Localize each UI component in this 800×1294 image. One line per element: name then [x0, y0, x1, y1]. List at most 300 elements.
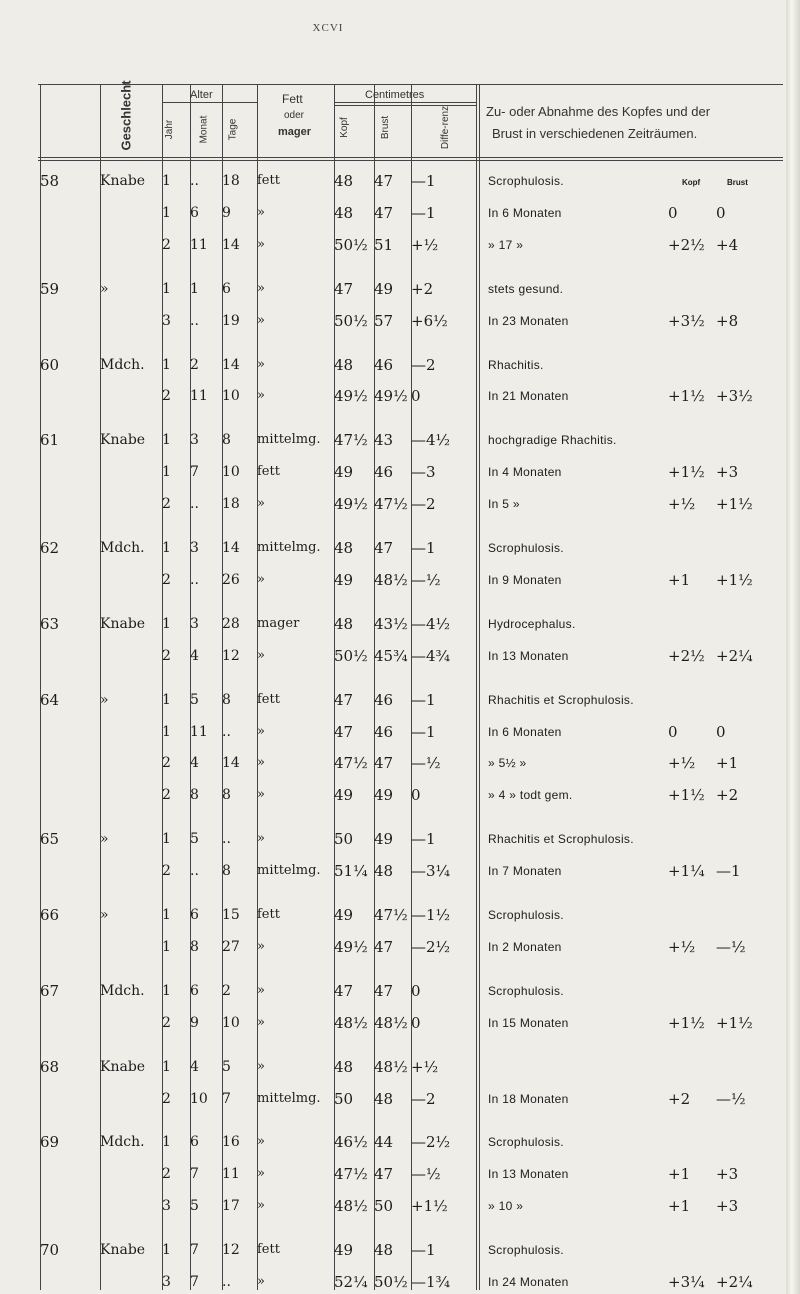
nutrition-state: »: [257, 571, 265, 587]
nutrition-state: »: [257, 787, 265, 803]
chest-circumference: 43½: [374, 614, 408, 633]
head-circumference: 48½: [334, 1197, 368, 1216]
chest-circumference: 48: [374, 1089, 394, 1108]
change-head: +3¼: [668, 1273, 705, 1291]
age-days: 9: [222, 204, 231, 221]
age-years: 1: [162, 540, 171, 556]
age-days: 6: [222, 280, 231, 297]
row-number: 70: [40, 1241, 60, 1260]
description: hochgradige Rhachitis.: [488, 433, 617, 448]
age-years: 1: [162, 938, 171, 955]
row-number: 60: [40, 355, 60, 374]
chest-circumference: 47½: [374, 906, 408, 924]
header-differenz: Diffe-renz: [440, 105, 452, 150]
age-days: 2: [222, 982, 231, 999]
age-months: 10: [190, 1090, 208, 1107]
row-number: 63: [40, 614, 60, 633]
age-months: 7: [190, 1274, 199, 1290]
difference: —1¾: [411, 1273, 451, 1291]
col-line-sex: [162, 84, 163, 1290]
nutrition-state: mager: [257, 615, 300, 631]
header-centimetres: Centimetres: [365, 89, 425, 101]
chest-circumference: 48½: [374, 1013, 408, 1032]
head-circumference: 50½: [334, 646, 368, 665]
change-head: +1: [668, 1197, 691, 1216]
nutrition-state: »: [257, 1134, 265, 1150]
chest-circumference: 49½: [374, 387, 408, 406]
change-head: +2½: [668, 646, 705, 665]
age-years: 2: [162, 1090, 171, 1107]
description: Rhachitis et Scrophulosis.: [488, 832, 634, 847]
nutrition-state: »: [257, 356, 265, 372]
age-years: 1: [162, 615, 171, 632]
nutrition-state: »: [257, 723, 265, 739]
row-sex: »: [100, 280, 109, 297]
age-years: 2: [162, 571, 171, 588]
change-chest: +8: [716, 311, 739, 330]
age-days: 11: [222, 1166, 240, 1183]
age-days: 14: [222, 755, 240, 772]
difference: —1: [411, 172, 436, 190]
change-chest: +1½: [716, 1013, 753, 1032]
row-number: 67: [40, 981, 60, 1000]
difference: —1: [411, 539, 436, 557]
description: In 24 Monaten: [488, 1275, 569, 1289]
chest-circumference: 47: [374, 539, 394, 557]
age-months: ..: [190, 571, 199, 588]
nutrition-state: »: [257, 1198, 265, 1214]
head-circumference: 48: [334, 355, 354, 374]
row-number: 68: [40, 1057, 60, 1076]
age-days: 12: [222, 1242, 240, 1259]
difference: —1: [411, 1241, 436, 1260]
age-days: 8: [222, 863, 231, 880]
age-days: 17: [222, 1198, 240, 1215]
nutrition-state: fett: [257, 907, 280, 922]
head-circumference: 50½: [334, 235, 368, 254]
row-number: 59: [40, 279, 60, 298]
age-years: 1: [162, 173, 171, 189]
description: In 13 Monaten: [488, 648, 569, 663]
age-years: 2: [162, 236, 171, 253]
age-months: ..: [190, 496, 199, 513]
age-months: 4: [190, 1058, 199, 1075]
head-circumference: 50: [334, 830, 354, 849]
age-days: 10: [222, 388, 240, 405]
change-chest: +2: [716, 786, 739, 805]
description: In 9 Monaten: [488, 572, 562, 587]
chest-circumference: 48½: [374, 1057, 408, 1076]
age-years: 1: [162, 691, 171, 708]
age-months: 7: [190, 464, 199, 481]
age-months: 5: [190, 1198, 199, 1215]
row-sex: Knabe: [100, 615, 146, 632]
difference: —1: [411, 830, 436, 849]
nutrition-state: mittelmg.: [257, 1090, 321, 1106]
description: In 21 Monaten: [488, 389, 569, 404]
head-circumference: 46½: [334, 1133, 368, 1152]
description: In 15 Monaten: [488, 1015, 569, 1030]
header-kopf: Kopf: [338, 117, 350, 138]
age-years: 1: [162, 1134, 171, 1151]
change-head: +1½: [668, 387, 705, 406]
difference: +6½: [411, 311, 448, 330]
difference: —4½: [411, 431, 451, 450]
change-head: +½: [668, 754, 696, 773]
col-line-monat: [222, 84, 223, 1290]
age-months: 6: [190, 204, 199, 221]
age-months: 11: [190, 388, 208, 405]
difference: —2½: [411, 937, 451, 956]
nutrition-state: »: [257, 1014, 265, 1030]
row-sex: Mdch.: [100, 1134, 145, 1151]
change-chest: +1½: [716, 495, 753, 514]
chest-circumference: 47½: [374, 495, 408, 514]
difference: 0: [411, 981, 421, 1000]
age-days: ..: [222, 831, 231, 848]
page-edge: [786, 0, 800, 1294]
age-years: 1: [162, 280, 171, 297]
head-circumference: 47½: [334, 754, 368, 773]
change-chest: 0: [716, 203, 726, 222]
age-days: 15: [222, 907, 240, 923]
age-years: 1: [162, 204, 171, 221]
page-header: XCVI: [312, 22, 344, 34]
nutrition-state: »: [257, 831, 265, 847]
difference: —3: [411, 463, 436, 482]
age-days: 8: [222, 691, 231, 708]
head-circumference: 49: [334, 906, 354, 924]
change-chest: +3: [716, 1165, 739, 1184]
age-years: 1: [162, 831, 171, 848]
difference: 0: [411, 786, 421, 805]
age-years: 2: [162, 1014, 171, 1031]
difference: —½: [411, 1165, 441, 1184]
head-circumference: 48: [334, 172, 354, 190]
age-months: 6: [190, 1134, 199, 1151]
head-circumference: 47: [334, 690, 354, 709]
chest-circumference: 43: [374, 431, 394, 450]
difference: 0: [411, 1013, 421, 1032]
col-line-jahr: [190, 84, 191, 1290]
nutrition-state: »: [257, 647, 265, 663]
header-alter: Alter: [190, 89, 213, 101]
change-head: +1½: [668, 1013, 705, 1032]
row-sex: »: [100, 691, 109, 708]
age-years: 2: [162, 755, 171, 772]
age-years: 3: [162, 1198, 171, 1215]
description: Scrophulosis.: [488, 983, 564, 998]
nutrition-state: »: [257, 204, 265, 220]
head-circumference: 50½: [334, 311, 368, 330]
difference: —½: [411, 570, 441, 589]
header-zu-line1: Zu- oder Abnahme des Kopfes und der: [486, 104, 711, 119]
nutrition-state: fett: [257, 691, 280, 707]
col-line-brust: [411, 84, 412, 1290]
chest-circumference: 49: [374, 830, 394, 849]
change-head: +2: [668, 1089, 691, 1108]
row-number: 69: [40, 1133, 60, 1152]
age-months: 7: [190, 1242, 199, 1259]
age-months: 3: [190, 540, 199, 556]
change-chest: +1: [716, 754, 739, 773]
change-chest: 0: [716, 722, 726, 741]
chest-circumference: 46: [374, 463, 394, 482]
age-days: ..: [222, 1274, 231, 1290]
header-monat: Monat: [198, 115, 210, 144]
age-days: 26: [222, 571, 240, 588]
col-line-kopf: [374, 84, 375, 1290]
row-number: 66: [40, 906, 60, 924]
age-years: 2: [162, 388, 171, 405]
head-circumference: 49½: [334, 387, 368, 406]
age-days: 18: [222, 173, 240, 189]
age-months: 6: [190, 982, 199, 999]
age-days: 19: [222, 312, 240, 329]
change-chest: +4: [716, 235, 739, 254]
col-line-left-2: [40, 84, 41, 1290]
head-circumference: 49: [334, 570, 354, 589]
description: Scrophulosis.: [488, 908, 564, 922]
column-label-kopf: Kopf: [682, 178, 701, 187]
age-months: 4: [190, 647, 199, 664]
head-circumference: 49½: [334, 937, 368, 956]
age-months: 6: [190, 907, 199, 923]
nutrition-state: fett: [257, 464, 280, 480]
description: Scrophulosis.: [488, 541, 564, 555]
difference: —½: [411, 754, 441, 773]
description: Rhachitis.: [488, 357, 544, 372]
change-chest: +3: [716, 1197, 739, 1216]
nutrition-state: »: [257, 388, 265, 404]
age-years: 1: [162, 1058, 171, 1075]
col-line-diff: [476, 84, 477, 1290]
difference: —1: [411, 690, 436, 709]
chest-circumference: 51: [374, 235, 394, 254]
age-years: 1: [162, 432, 171, 449]
change-head: +½: [668, 495, 696, 514]
description: Hydrocephalus.: [488, 616, 576, 631]
row-sex: Mdch.: [100, 982, 145, 999]
header-zu-line2: Brust in verschiedenen Zeiträumen.: [492, 126, 698, 141]
head-circumference: 48: [334, 539, 354, 557]
row-number: 64: [40, 690, 60, 709]
chest-circumference: 47: [374, 172, 394, 190]
nutrition-state: »: [257, 938, 265, 954]
chest-circumference: 57: [374, 311, 394, 330]
description: » 5½ »: [488, 756, 527, 771]
change-head: +½: [668, 937, 696, 956]
age-years: 3: [162, 312, 171, 329]
head-circumference: 51¼: [334, 862, 368, 881]
age-months: 7: [190, 1166, 199, 1183]
description: » 17 »: [488, 237, 524, 252]
age-years: 1: [162, 356, 171, 373]
difference: 0: [411, 387, 421, 406]
difference: +1½: [411, 1197, 448, 1216]
nutrition-state: mittelmg.: [257, 540, 321, 555]
description: In 23 Monaten: [488, 313, 569, 328]
difference: +½: [411, 235, 439, 254]
difference: —1½: [411, 906, 451, 924]
chest-circumference: 49: [374, 279, 394, 298]
age-months: 1: [190, 280, 199, 297]
chest-circumference: 47: [374, 754, 394, 773]
head-circumference: 47: [334, 722, 354, 741]
col-line-diff-2: [479, 84, 480, 1290]
head-circumference: 49½: [334, 495, 368, 514]
change-head: +1½: [668, 786, 705, 805]
nutrition-state: »: [257, 312, 265, 328]
nutrition-state: »: [257, 280, 265, 296]
head-circumference: 47½: [334, 1165, 368, 1184]
change-head: +1: [668, 570, 691, 589]
age-months: 3: [190, 615, 199, 632]
chest-circumference: 44: [374, 1133, 394, 1152]
nutrition-state: mittelmg.: [257, 863, 321, 879]
change-head: 0: [668, 722, 678, 741]
row-sex: »: [100, 907, 109, 923]
difference: —2: [411, 355, 436, 374]
change-chest: +3: [716, 463, 739, 482]
change-chest: —½: [716, 937, 746, 956]
head-circumference: 48: [334, 1057, 354, 1076]
chest-circumference: 50: [374, 1197, 394, 1216]
description: In 6 Monaten: [488, 724, 562, 739]
header-tage: Tage: [227, 118, 239, 141]
header-jahr: Jahr: [164, 119, 176, 140]
age-years: 2: [162, 496, 171, 513]
age-months: 5: [190, 691, 199, 708]
head-circumference: 52¼: [334, 1273, 368, 1291]
chest-circumference: 48: [374, 862, 394, 881]
nutrition-state: »: [257, 1166, 265, 1182]
age-days: 28: [222, 615, 240, 632]
alter-rule: [162, 102, 257, 103]
row-number: 58: [40, 172, 60, 190]
age-years: 2: [162, 647, 171, 664]
description: Scrophulosis.: [488, 1135, 564, 1150]
change-head: +1½: [668, 463, 705, 482]
description: Scrophulosis.: [488, 1243, 564, 1258]
age-days: 14: [222, 356, 240, 373]
header-oder: oder: [284, 110, 305, 121]
description: In 13 Monaten: [488, 1167, 569, 1182]
head-circumference: 48: [334, 614, 354, 633]
col-line-tage: [257, 84, 258, 1290]
chest-circumference: 46: [374, 355, 394, 374]
nutrition-state: »: [257, 236, 265, 252]
description: In 18 Monaten: [488, 1091, 569, 1106]
difference: —1: [411, 203, 436, 222]
head-circumference: 47: [334, 981, 354, 1000]
head-circumference: 49: [334, 463, 354, 482]
head-circumference: 49: [334, 1241, 354, 1260]
age-months: ..: [190, 863, 199, 880]
age-days: 14: [222, 540, 240, 556]
chest-circumference: 47: [374, 981, 394, 1000]
change-head: 0: [668, 203, 678, 222]
nutrition-state: »: [257, 1058, 265, 1074]
head-circumference: 47: [334, 279, 354, 298]
age-days: 10: [222, 464, 240, 481]
nutrition-state: mittelmg.: [257, 432, 321, 448]
row-sex: Mdch.: [100, 356, 145, 373]
age-years: 3: [162, 1274, 171, 1290]
age-months: ..: [190, 312, 199, 329]
header-geschlecht: Geschlecht: [118, 80, 134, 151]
header-fett: Fett: [282, 92, 303, 106]
difference: +½: [411, 1057, 439, 1076]
nutrition-state: »: [257, 496, 265, 512]
difference: +2: [411, 279, 434, 298]
row-sex: »: [100, 831, 109, 848]
age-days: 7: [222, 1090, 231, 1107]
nutrition-state: fett: [257, 1242, 280, 1258]
age-days: 8: [222, 787, 231, 804]
chest-circumference: 48: [374, 1241, 394, 1260]
description: In 2 Monaten: [488, 939, 562, 954]
age-months: 3: [190, 432, 199, 449]
age-years: 1: [162, 1242, 171, 1259]
age-days: 5: [222, 1058, 231, 1075]
description: In 4 Monaten: [488, 465, 562, 480]
age-years: 2: [162, 1166, 171, 1183]
row-sex: Mdch.: [100, 540, 145, 556]
age-years: 1: [162, 982, 171, 999]
header-brust: Brust: [380, 115, 392, 140]
centimetres-rule: [334, 102, 476, 103]
age-months: 4: [190, 755, 199, 772]
description: stets gesund.: [488, 281, 564, 296]
age-days: 27: [222, 938, 240, 955]
age-days: ..: [222, 723, 231, 740]
age-months: 2: [190, 356, 199, 373]
nutrition-state: fett: [257, 173, 280, 188]
description: Scrophulosis.: [488, 174, 564, 188]
row-number: 62: [40, 539, 60, 557]
col-line-fett: [334, 84, 335, 1290]
head-circumference: 48½: [334, 1013, 368, 1032]
row-sex: Knabe: [100, 173, 146, 189]
age-days: 10: [222, 1014, 240, 1031]
description: In 6 Monaten: [488, 205, 562, 220]
chest-circumference: 46: [374, 722, 394, 741]
centimetres-rule-2: [334, 105, 476, 106]
difference: —2½: [411, 1133, 451, 1152]
age-days: 16: [222, 1134, 240, 1151]
age-days: 18: [222, 496, 240, 513]
difference: —1: [411, 722, 436, 741]
head-circumference: 50: [334, 1089, 354, 1108]
difference: —2: [411, 1089, 436, 1108]
age-months: 11: [190, 236, 208, 253]
change-head: +1¼: [668, 862, 705, 881]
age-days: 12: [222, 647, 240, 664]
nutrition-state: »: [257, 1274, 265, 1289]
age-months: 8: [190, 787, 199, 804]
description: Rhachitis et Scrophulosis.: [488, 692, 634, 707]
change-chest: +1½: [716, 570, 753, 589]
difference: —3¼: [411, 862, 451, 881]
nutrition-state: »: [257, 982, 265, 998]
change-head: +1: [668, 1165, 691, 1184]
row-sex: Knabe: [100, 1242, 146, 1259]
head-circumference: 48: [334, 203, 354, 222]
change-chest: +3½: [716, 387, 753, 406]
change-chest: —½: [716, 1089, 746, 1108]
column-label-brust: Brust: [727, 178, 748, 187]
